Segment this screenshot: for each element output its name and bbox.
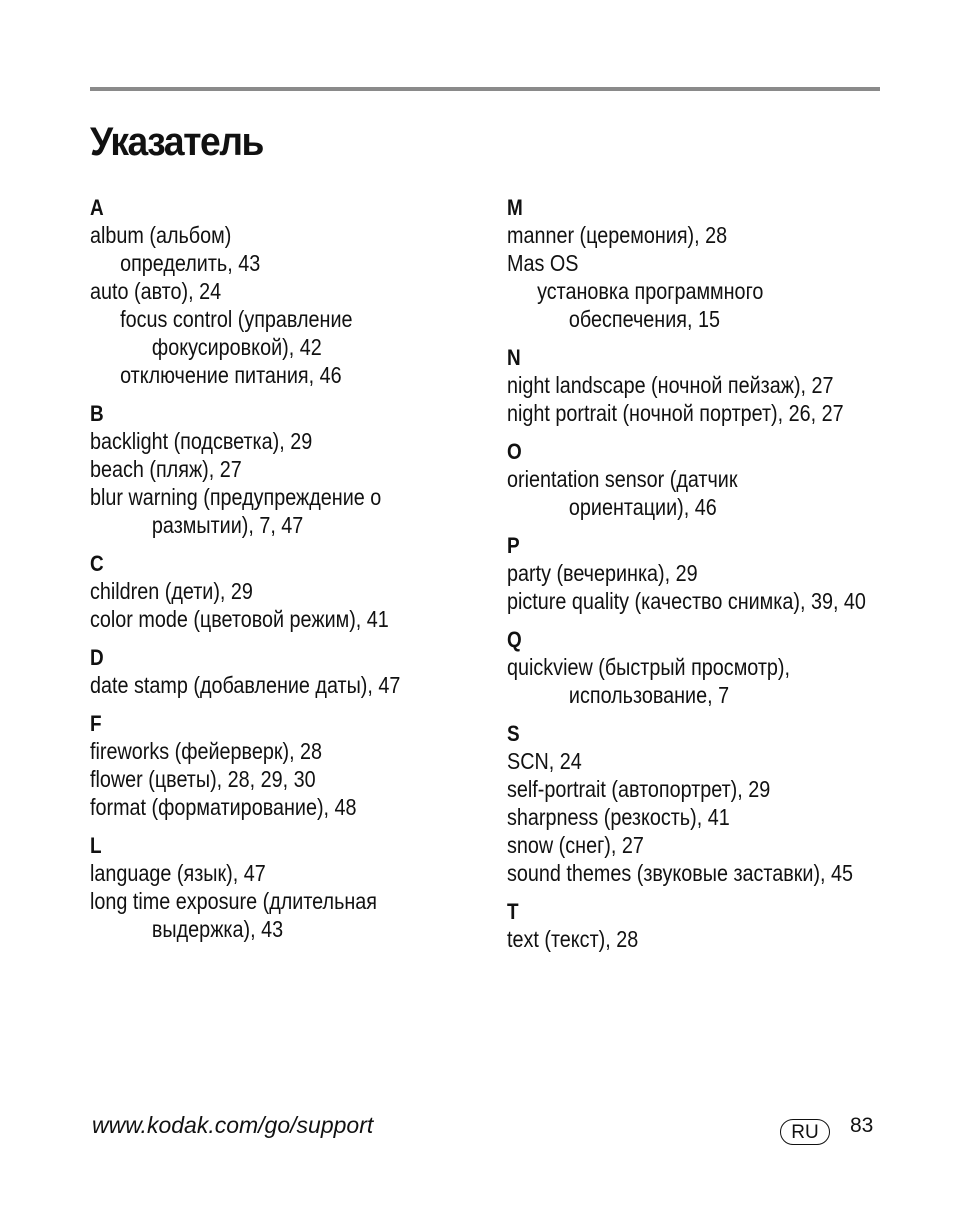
- index-subentry: размытии), 7, 47: [151, 512, 304, 538]
- index-section-d: [90, 645, 510, 699]
- index-entry: children (дети), 29: [90, 578, 253, 604]
- top-rule: [90, 87, 880, 91]
- index-entry: text (текст), 28: [507, 926, 639, 952]
- section-letter: A: [90, 195, 104, 220]
- section-letter: N: [507, 345, 521, 370]
- index-subentry: выдержка), 43: [151, 916, 284, 942]
- page-number: 83: [850, 1114, 874, 1137]
- index-entry: album (альбом): [90, 222, 232, 248]
- section-letter: B: [90, 401, 104, 426]
- page-title: Указатель: [90, 120, 264, 164]
- index-entry: date stamp (добавление даты), 47: [90, 672, 401, 698]
- index-section-a: [90, 195, 510, 389]
- index-entry: sound themes (звуковые заставки), 45: [507, 860, 854, 886]
- index-entry: picture quality (качество снимка), 39, 40: [507, 588, 866, 614]
- index-entry: long time exposure (длительная: [90, 888, 378, 914]
- section-letter: D: [90, 645, 104, 670]
- section-letter: S: [507, 721, 520, 746]
- index-subentry: отключение питания, 46: [120, 362, 342, 388]
- index-entry: auto (авто), 24: [90, 278, 222, 304]
- section-letter: M: [507, 195, 523, 220]
- index-section-m: [507, 195, 907, 333]
- section-letter: O: [507, 439, 522, 464]
- section-letter: F: [90, 711, 102, 736]
- index-section-n: [507, 345, 907, 427]
- section-letter: L: [90, 833, 102, 858]
- index-entry: manner (церемония), 28: [507, 222, 728, 248]
- index-section-t: [507, 899, 907, 953]
- index-section-c: [90, 551, 510, 633]
- footer-url[interactable]: www.kodak.com/go/support: [92, 1112, 374, 1138]
- index-entry: backlight (подсветка), 29: [90, 428, 313, 454]
- index-subentry: использование, 7: [568, 682, 730, 708]
- index-entry: color mode (цветовой режим), 41: [90, 606, 389, 632]
- index-column-right: [507, 195, 907, 965]
- index-subentry: обеспечения, 15: [568, 306, 720, 332]
- section-letter: Q: [507, 627, 522, 652]
- index-entry: self-portrait (автопортрет), 29: [507, 776, 771, 802]
- section-letter: T: [507, 899, 519, 924]
- index-entry: SCN, 24: [507, 748, 582, 774]
- index-subentry: ориентации), 46: [568, 494, 717, 520]
- index-subentry: установка программного: [537, 278, 764, 304]
- index-entry: fireworks (фейерверк), 28: [90, 738, 323, 764]
- index-entry: format (форматирование), 48: [90, 794, 357, 820]
- index-section-l: [90, 833, 510, 943]
- index-section-f: [90, 711, 510, 821]
- index-column-left: [90, 195, 510, 955]
- index-entry: sharpness (резкость), 41: [507, 804, 730, 830]
- index-subentry: фокусировкой), 42: [151, 334, 322, 360]
- index-entry: night landscape (ночной пейзаж), 27: [507, 372, 834, 398]
- language-badge: RU: [780, 1119, 830, 1145]
- index-section-p: [507, 533, 907, 615]
- index-entry: flower (цветы), 28, 29, 30: [90, 766, 316, 792]
- index-entry: snow (снег), 27: [507, 832, 644, 858]
- section-letter: C: [90, 551, 104, 576]
- index-section-o: [507, 439, 907, 521]
- index-entry: blur warning (предупреждение о: [90, 484, 382, 510]
- section-letter: P: [507, 533, 520, 558]
- index-entry: party (вечеринка), 29: [507, 560, 698, 586]
- index-subentry: focus control (управление: [120, 306, 353, 332]
- index-entry: night portrait (ночной портрет), 26, 27: [507, 400, 844, 426]
- index-entry: language (язык), 47: [90, 860, 266, 886]
- index-entry: orientation sensor (датчик: [507, 466, 738, 492]
- index-entry: beach (пляж), 27: [90, 456, 242, 482]
- index-section-b: [90, 401, 510, 539]
- index-entry: Mas OS: [507, 250, 579, 276]
- index-section-s: [507, 721, 907, 887]
- index-subentry: определить, 43: [120, 250, 261, 276]
- index-entry: quickview (быстрый просмотр),: [507, 654, 791, 680]
- index-section-q: [507, 627, 907, 709]
